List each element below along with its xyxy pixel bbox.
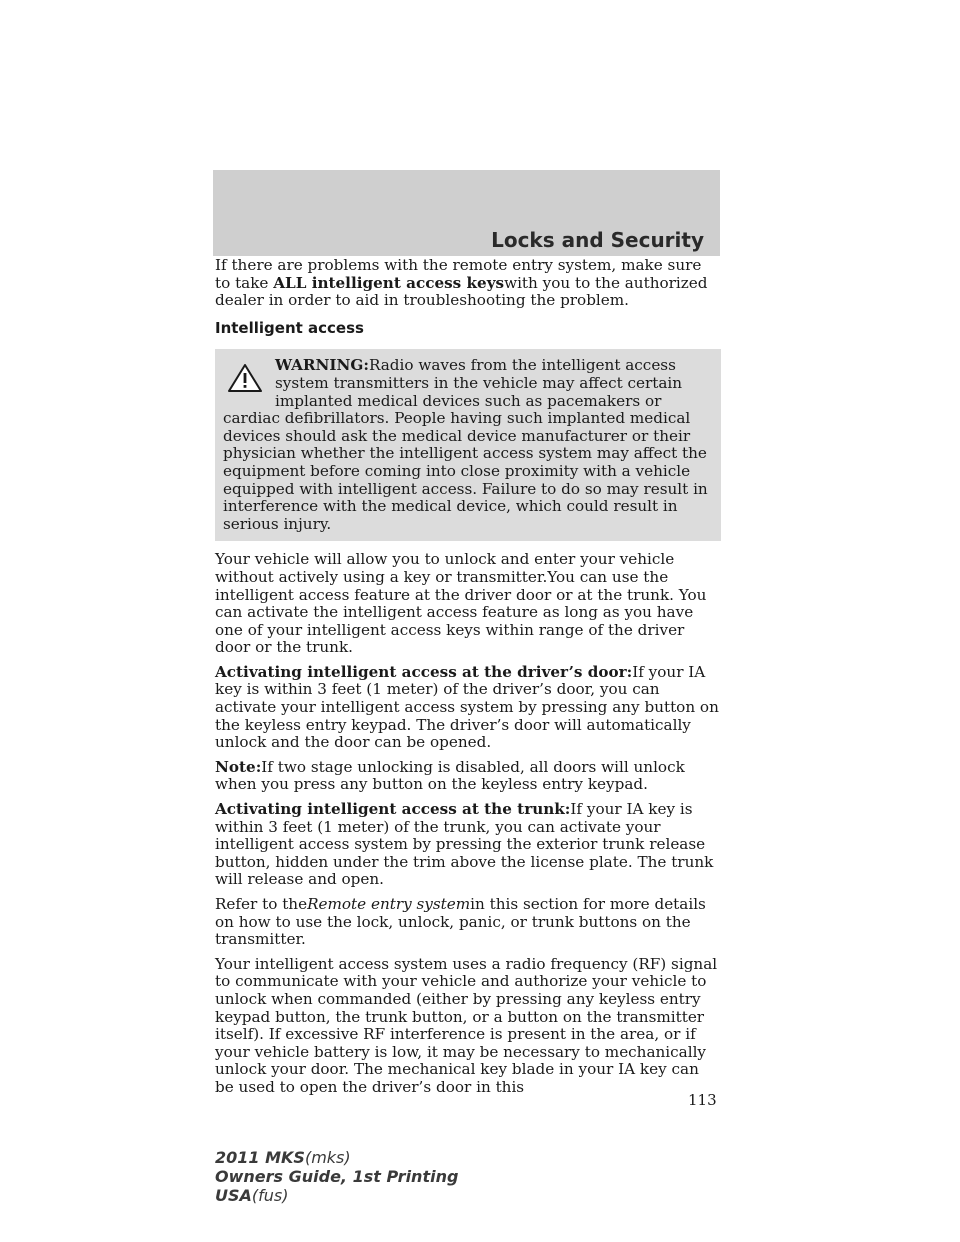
body-paragraph-3 [215, 759, 721, 794]
body-paragraph-5 [215, 896, 721, 949]
warning-box [215, 349, 721, 541]
body-paragraph-2 [215, 664, 721, 752]
remote-entry-reference: Remote entry system [307, 895, 471, 913]
body-paragraph-1: Your vehicle will allow you to unlock and enter your vehicle without actively using a key or transmitter.You can use the intelligent access feature at the driver door or at the trunk. You can activate the intelligent access feature as long as you have one of your intelligent access keys within range of the driver door or the trunk. [215, 550, 707, 657]
page-number: 113 [688, 1091, 717, 1109]
body-paragraph-6: Your intelligent access system uses a radio frequency (RF) signal to communicate with your vehicle and authorize your vehicle to unlock when commanded (either by pressing any keyless entry keypad button, the trunk button, or a button on the transmitter itself). If excessive RF interference is present in the area, or if your vehicle battery is low, it may be necessary to mechanically unlock your door. The mechanical key blade in your IA key can be used to open the driver’s door in this [215, 954, 718, 1096]
footer-model-code: (mks) [304, 1148, 351, 1167]
page-content [215, 257, 721, 1104]
intro-text-rest: with you to the authorized dealer in order to aid in troubleshooting the problem. [215, 273, 708, 310]
refer-text: Refer to the [215, 895, 308, 913]
section-header-band [213, 170, 720, 256]
warning-text [223, 357, 713, 533]
intro-paragraph [215, 257, 721, 310]
footer-market-code: (fus) [251, 1186, 289, 1205]
footer-model: 2011 MKS [215, 1148, 305, 1167]
trunk-text: If your IA key is within 3 feet (1 meter) of the trunk, you can activate your intelligent access system by pressing the exterior trunk release button, hidden under the trim above the license plate. The trunk will release and open. [215, 800, 714, 889]
footer-market: USA [215, 1186, 252, 1205]
body-paragraph-4 [215, 801, 721, 889]
refer-text-rest: in this section for more details on how to use the lock, unlock, panic, or trunk buttons on the transmitter. [215, 895, 706, 949]
footer-line-1 [215, 1148, 458, 1167]
footer-line-2: Owners Guide, 1st Printing [215, 1167, 459, 1186]
warning-label: WARNING: [275, 356, 369, 375]
intro-bold: ALL intelligent access keys [273, 273, 505, 292]
section-title: Locks and Security [491, 228, 704, 252]
footer [215, 1148, 458, 1205]
footer-line-3 [215, 1186, 458, 1205]
warning-triangle-icon [227, 363, 263, 393]
driver-door-text: If your IA key is within 3 feet (1 meter) of the driver’s door, you can activate your intelligent access system by pressing any button on the keyless entry keypad. The driver’s door will automatically unlock and the door can be opened. [215, 662, 719, 752]
intro-text: If there are problems with the remote entry system, make sure to take [215, 256, 702, 292]
trunk-heading: Activating intelligent access at the trunk: [215, 800, 571, 819]
warning-body: Radio waves from the intelligent access system transmitters in the vehicle may affect certain implanted medical devices such as pacemakers or cardiac defibrillators. People having such implanted medical devices should ask the medical device manufacturer or their physician whether the intelligent access system may affect the equipment before coming into close proximity with a vehicle equipped with intelligent access. Failure to do so may result in interference with the medical device, which could result in serious injury. [223, 356, 708, 533]
section-heading: Intelligent access [215, 318, 364, 337]
note-label: Note: [215, 757, 262, 776]
driver-door-heading: Activating intelligent access at the driver’s door: [215, 662, 633, 681]
note-text: If two stage unlocking is disabled, all doors will unlock when you press any button on the keyless entry keypad. [215, 757, 685, 794]
